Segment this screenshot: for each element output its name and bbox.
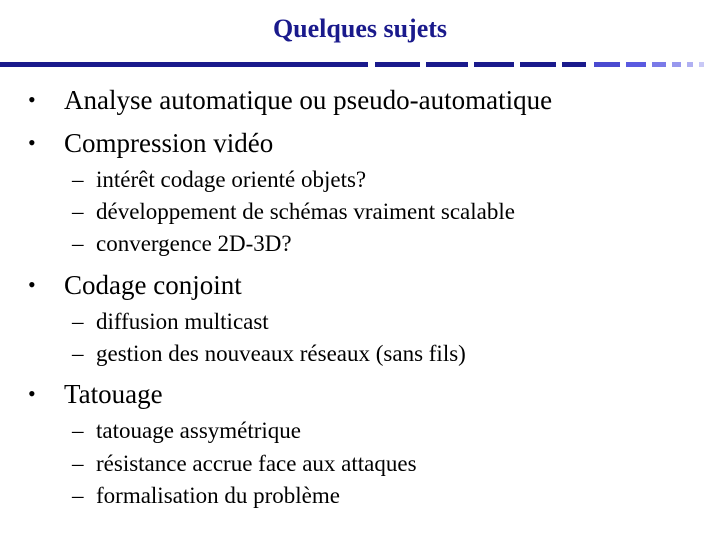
sub-label: gestion des nouveaux réseaux (sans fils) bbox=[96, 341, 466, 366]
sub-dash: – bbox=[72, 451, 84, 476]
sub-label: convergence 2D-3D? bbox=[96, 231, 292, 256]
sub-item bbox=[72, 228, 292, 260]
sub-item bbox=[72, 480, 340, 512]
bullet-dot: • bbox=[28, 87, 36, 112]
sub-label: diffusion multicast bbox=[96, 309, 269, 334]
bullet-label: Codage conjoint bbox=[64, 270, 242, 300]
sub-dash: – bbox=[72, 483, 84, 508]
sub-label: résistance accrue face aux attaques bbox=[96, 451, 417, 476]
sub-item bbox=[72, 306, 269, 338]
bullet-item bbox=[28, 269, 242, 301]
sub-item bbox=[72, 448, 417, 480]
sub-item bbox=[72, 338, 466, 370]
sub-label: intérêt codage orienté objets? bbox=[96, 167, 367, 192]
bullet-item bbox=[28, 84, 552, 116]
sub-dash: – bbox=[72, 341, 84, 366]
bullet-item bbox=[28, 378, 163, 410]
sub-dash: – bbox=[72, 231, 84, 256]
bullet-dot: • bbox=[28, 272, 36, 297]
bullet-label: Analyse automatique ou pseudo-automatique bbox=[64, 85, 553, 115]
sub-label: développement de schémas vraiment scalable bbox=[96, 199, 515, 224]
bullet-dot: • bbox=[28, 381, 36, 406]
sub-dash: – bbox=[72, 167, 84, 192]
sub-dash: – bbox=[72, 199, 84, 224]
sub-label: formalisation du problème bbox=[96, 483, 340, 508]
sub-label: tatouage assymétrique bbox=[96, 418, 302, 443]
sub-dash: – bbox=[72, 309, 84, 334]
bullet-label: Compression vidéo bbox=[64, 128, 274, 158]
bullet-dot: • bbox=[28, 130, 36, 155]
sub-dash: – bbox=[72, 418, 84, 443]
bullet-label: Tatouage bbox=[64, 379, 163, 409]
sub-item bbox=[72, 196, 515, 228]
bullet-item bbox=[28, 127, 273, 159]
slide-title: Quelques sujets bbox=[272, 14, 448, 43]
sub-item bbox=[72, 415, 301, 447]
sub-item bbox=[72, 164, 366, 196]
